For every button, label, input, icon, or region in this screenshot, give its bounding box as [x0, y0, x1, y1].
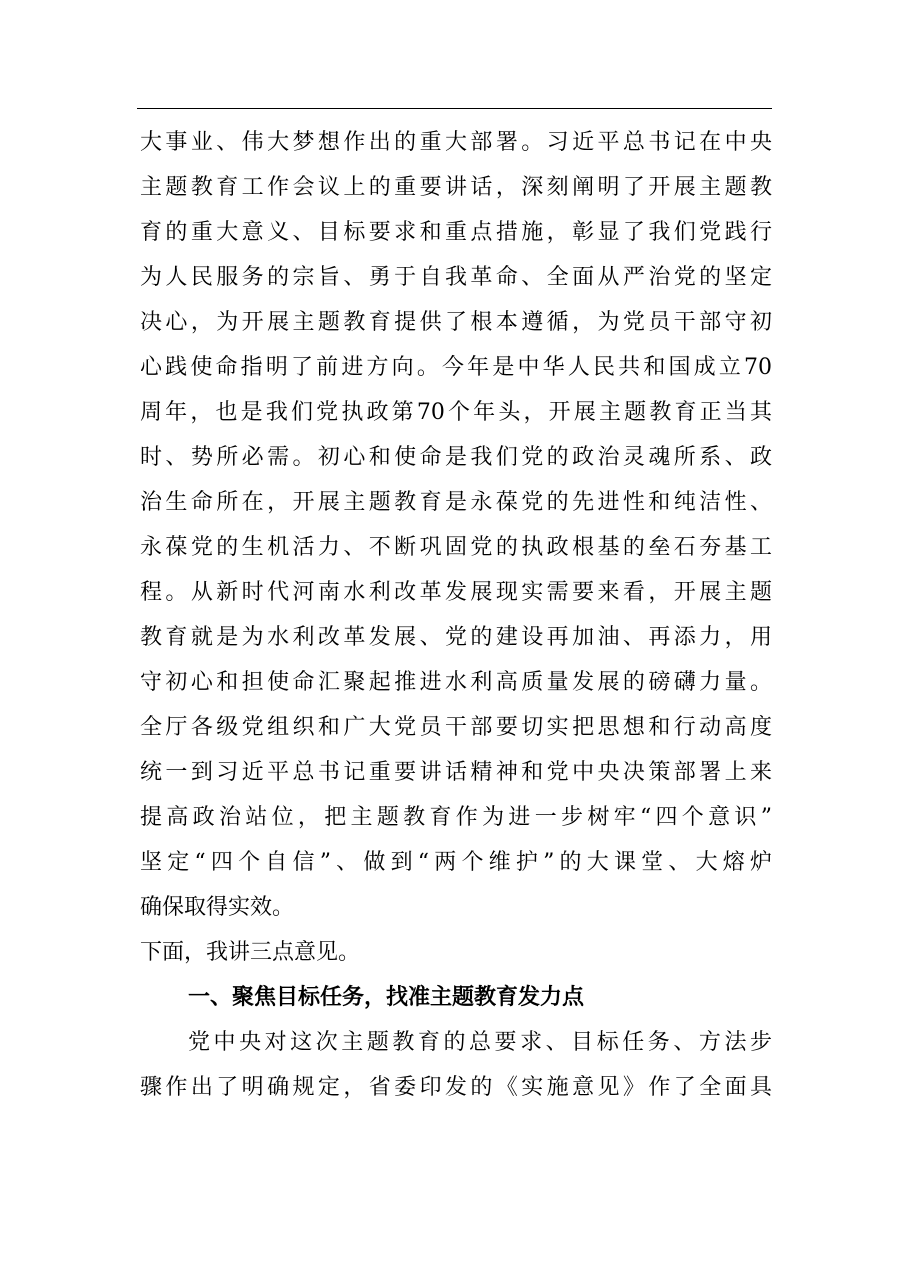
heading-text: 一、聚焦目标任务，找准主题教育发力点 [188, 985, 585, 1010]
text-line: 守初心和担使命汇聚起推进水利高质量发展的磅礴力量。 [140, 670, 772, 695]
text-line: 大事业、伟大梦想作出的重大部署。习近平总书记在中央 [140, 130, 772, 155]
text-line: 确保取得实效。 [140, 895, 295, 920]
body-text [140, 120, 772, 1110]
header-rule [137, 108, 772, 109]
text-line: 决心，为开展主题教育提供了根本遵循，为党员干部守初 [140, 310, 772, 335]
text-line: 心践使命指明了前进方向。今年是中华人民共和国成立70 [140, 355, 772, 380]
text-line: 主题教育工作会议上的重要讲话，深刻阐明了开展主题教 [140, 175, 772, 200]
paragraph-1 [140, 120, 772, 930]
paragraph-3 [140, 1020, 772, 1110]
text-line: 永葆党的生机活力、不断巩固党的执政根基的垒石夯基工 [140, 535, 772, 560]
section-heading-1 [140, 975, 772, 1020]
text-line: 骤作出了明确规定，省委印发的《实施意见》作了全面具 [140, 1075, 772, 1100]
text-line: 为人民服务的宗旨、勇于自我革命、全面从严治党的坚定 [140, 265, 772, 290]
text-line: 时、势所必需。初心和使命是我们党的政治灵魂所系、政 [140, 445, 772, 470]
text-line: 治生命所在，开展主题教育是永葆党的先进性和纯洁性、 [140, 490, 772, 515]
text-line: 程。从新时代河南水利改革发展现实需要来看，开展主题 [140, 580, 772, 605]
text-line: 坚定“四个自信”、做到“两个维护”的大课堂、大熔炉 [140, 850, 772, 875]
text-line: 周年，也是我们党执政第70个年头，开展主题教育正当其 [140, 400, 772, 425]
text-line: 育的重大意义、目标要求和重点措施，彰显了我们党践行 [140, 220, 772, 245]
paragraph-2 [140, 930, 772, 975]
text-line: 教育就是为水利改革发展、党的建设再加油、再添力，用 [140, 625, 772, 650]
text-line: 全厅各级党组织和广大党员干部要切实把思想和行动高度 [140, 715, 772, 740]
text-line: 下面，我讲三点意见。 [140, 940, 361, 965]
text-line: 提高政治站位，把主题教育作为进一步树牢“四个意识” [140, 805, 772, 830]
text-line: 统一到习近平总书记重要讲话精神和党中央决策部署上来 [140, 760, 772, 785]
text-line: 党中央对这次主题教育的总要求、目标任务、方法步 [188, 1030, 772, 1055]
